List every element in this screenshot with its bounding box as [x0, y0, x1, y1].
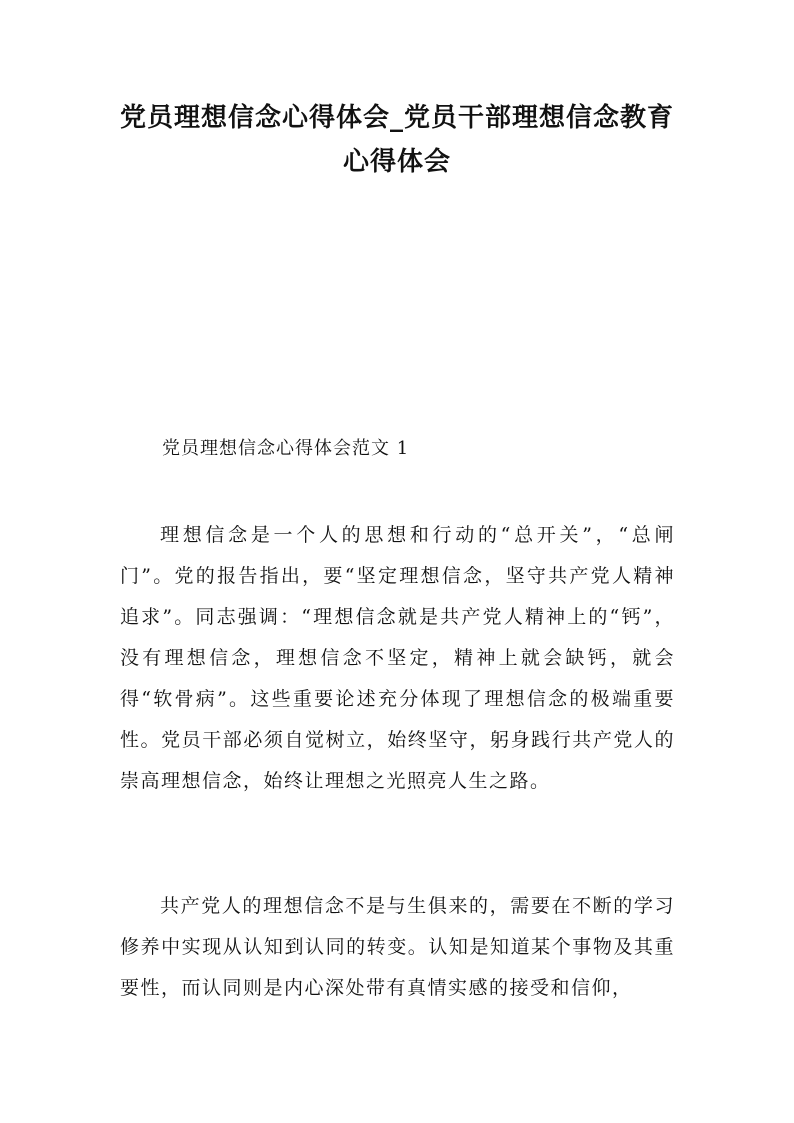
paragraph-2: 共产党人的理想信念不是与生俱来的，需要在不断的学习修养中实现从认知到认同的转变。认知是知道某个事物及其重要性，而认同则是内心深处带有真情实感的接受和信仰，: [120, 895, 675, 999]
paragraph-1: 理想信念是一个人的思想和行动的“总开关”，“总闸门”。党的报告指出，要“坚定理想信念，坚守共产党人精神追求”。同志强调：“理想信念就是共产党人精神上的“钙”，没有理想信念，理想信念不坚定，精神上就会缺钙，就会得“软骨病”。这些重要论述充分体现了理想信念的极端重要性。党员干部必须自觉树立，始终坚守，躬身践行共产党人的崇高理想信念，始终让理想之光照亮人生之路。: [120, 524, 675, 792]
section-heading: 党员理想信念心得体会范文 1: [162, 438, 410, 459]
document-title: [100, 96, 694, 184]
title-line-1: 党员理想信念心得体会_党员干部理想信念教育: [119, 103, 674, 133]
title-line-2: 心得体会: [342, 147, 451, 177]
